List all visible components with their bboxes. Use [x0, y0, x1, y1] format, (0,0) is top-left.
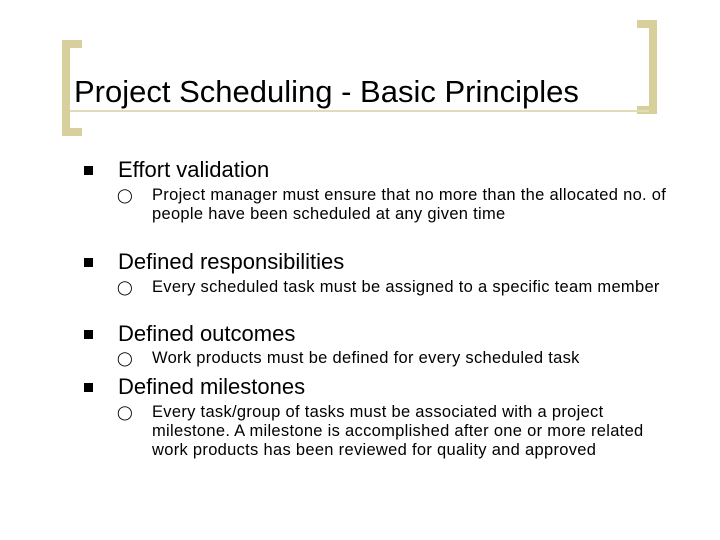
title-bracket-right-top — [637, 20, 657, 28]
title-bracket-right — [649, 20, 657, 114]
title-bracket-left-top — [62, 40, 82, 48]
sub-bullet-defined-responsibilities: Every scheduled task must be assigned to a specific team member — [152, 278, 660, 296]
bullet-defined-outcomes: Defined outcomes — [118, 321, 296, 346]
circle-bullet-icon: ◯ — [117, 350, 133, 366]
square-bullet-icon — [84, 383, 93, 392]
bullet-effort-validation: Effort validation — [118, 157, 270, 182]
circle-bullet-icon: ◯ — [117, 404, 133, 420]
sub-bullet-defined-outcomes: Work products must be defined for every scheduled task — [152, 349, 580, 367]
title-bracket-left-bottom — [62, 128, 82, 136]
square-bullet-icon — [84, 166, 93, 175]
sub-bullet-defined-milestones: Every task/group of tasks must be associated with a project milestone. A milestone is accomplished after one or more related work products has been reviewed for quality and approved — [152, 403, 644, 459]
square-bullet-icon — [84, 330, 93, 339]
title-bracket-left — [62, 40, 70, 136]
circle-bullet-icon: ◯ — [117, 187, 133, 203]
bullet-defined-responsibilities: Defined responsibilities — [118, 249, 345, 274]
circle-bullet-icon: ◯ — [117, 279, 133, 295]
square-bullet-icon — [84, 258, 93, 267]
bullet-defined-milestones: Defined milestones — [118, 374, 306, 399]
slide-title: Project Scheduling - Basic Principles — [74, 74, 579, 109]
sub-bullet-effort-validation: Project manager must ensure that no more than the allocated no. of people have been scheduled at any given time — [152, 186, 667, 223]
